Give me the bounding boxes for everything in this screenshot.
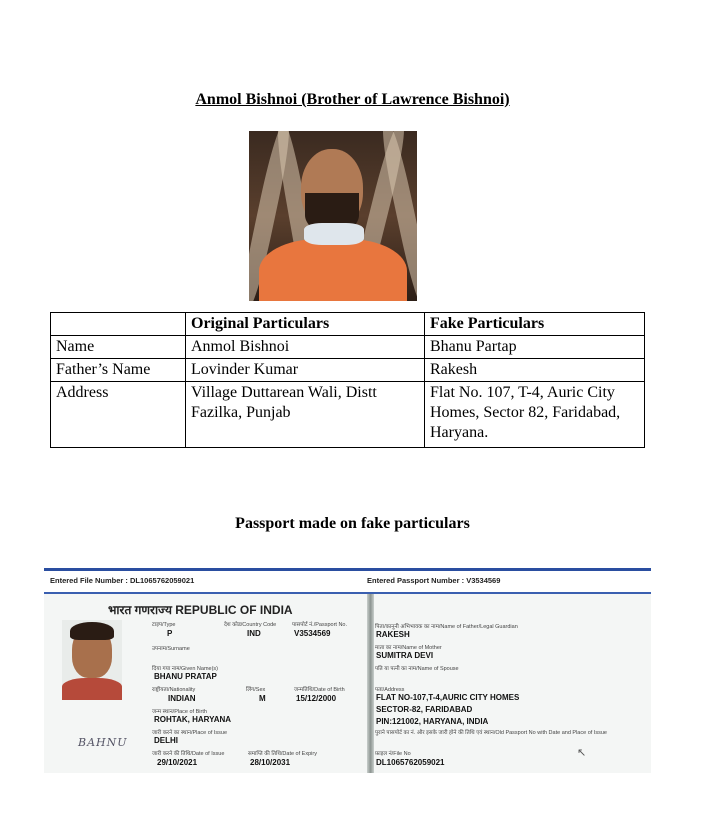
value-given-name: BHANU PRATAP — [154, 672, 217, 681]
value-file-no: DL1065762059021 — [376, 758, 445, 767]
label-father: पिता/कानूनी अभिभावक का नाम/Name of Father/Legal Guardian — [375, 624, 518, 630]
passport-header: भारत गणराज्य REPUBLIC OF INDIA — [108, 603, 293, 617]
row-fake: Flat No. 107, T-4, Auric City Homes, Sector 82, Faridabad, Haryana. — [425, 382, 645, 448]
label-spouse: पति या पत्नी का नाम/Name of Spouse — [375, 666, 459, 672]
value-type: P — [167, 629, 173, 638]
passport-photo — [62, 620, 122, 700]
label-sex: लिंग/Sex — [246, 687, 266, 693]
value-address-line-1: FLAT NO-107,T-4,AURIC CITY HOMES — [376, 693, 520, 702]
label-place-of-birth: जन्म स्थान/Place of Birth — [152, 709, 207, 715]
table-row — [51, 336, 645, 359]
suspect-photo — [249, 131, 417, 301]
value-nationality: INDIAN — [168, 694, 196, 703]
row-original: Village Duttarean Wali, Distt Fazilka, Punjab — [186, 382, 425, 448]
label-mother: माता का नाम/Name of Mother — [375, 645, 442, 651]
label-surname: उपनाम/Surname — [152, 646, 190, 652]
value-father: RAKESH — [376, 630, 410, 639]
row-fake: Bhanu Partap — [425, 336, 645, 359]
table-header-original: Original Particulars — [186, 313, 425, 336]
label-passport-no: पासपोर्ट नं./Passport No. — [292, 622, 348, 628]
table-header-field — [51, 313, 186, 336]
value-date-of-issue: 29/10/2021 — [157, 758, 198, 767]
value-place-of-issue: DELHI — [154, 736, 178, 745]
label-old-passport: पुराने पासपोर्ट का नं. और इसके जारी होने की तिथि एवं स्थान/Old Passport No with Date and Place of Issue — [375, 730, 607, 736]
row-fake: Rakesh — [425, 359, 645, 382]
value-mother: SUMITRA DEVI — [376, 651, 434, 660]
passport-section-title: Passport made on fake particulars — [235, 515, 470, 532]
document-title: Anmol Bishnoi (Brother of Lawrence Bishnoi) — [195, 91, 510, 108]
row-original: Lovinder Kumar — [186, 359, 425, 382]
entered-file-number: Entered File Number : DL1065762059021 — [50, 576, 195, 585]
label-date-of-issue: जारी करने की तिथि/Date of Issue — [152, 751, 225, 757]
value-sex: M — [259, 694, 266, 703]
passport-signature: BAHNU — [78, 736, 128, 749]
label-place-of-issue: जारी करने का स्थान/Place of Issue — [152, 730, 228, 736]
label-file-no: फ़ाइल नं/File No — [375, 751, 411, 757]
label-address: पता/Address — [375, 687, 405, 693]
passport-right-page — [374, 594, 651, 773]
passport-fold — [367, 594, 374, 773]
row-original: Anmol Bishnoi — [186, 336, 425, 359]
table-header-row — [51, 313, 645, 336]
row-field: Address — [51, 382, 186, 448]
value-dob: 15/12/2000 — [296, 694, 337, 703]
value-passport-no: V3534569 — [294, 629, 331, 638]
table-header-fake: Fake Particulars — [425, 313, 645, 336]
table-row — [51, 382, 645, 448]
label-type: टाइप/Type — [152, 622, 176, 628]
value-address-line-3: PIN:121002, HARYANA, INDIA — [376, 717, 489, 726]
label-country-code: देश कोड/Country Code — [224, 622, 277, 628]
label-given-name: दिया गया नाम/Given Name(s) — [152, 666, 219, 672]
mouse-cursor-icon: ↖ — [577, 747, 587, 759]
label-date-of-expiry: समाप्ति की तिथि/Date of Expiry — [248, 751, 317, 757]
row-field: Father’s Name — [51, 359, 186, 382]
passport-topbar — [44, 568, 651, 594]
value-date-of-expiry: 28/10/2031 — [250, 758, 291, 767]
entered-passport-number: Entered Passport Number : V3534569 — [367, 576, 501, 585]
value-country-code: IND — [247, 629, 261, 638]
value-address-line-2: SECTOR-82, FARIDABAD — [376, 705, 473, 714]
particulars-table — [50, 312, 645, 448]
table-row — [51, 359, 645, 382]
label-nationality: राष्ट्रीयता/Nationality — [152, 687, 196, 693]
row-field: Name — [51, 336, 186, 359]
label-dob: जन्मतिथि/Date of Birth — [294, 687, 345, 693]
value-place-of-birth: ROHTAK, HARYANA — [154, 715, 232, 724]
passport-scan — [44, 568, 651, 773]
